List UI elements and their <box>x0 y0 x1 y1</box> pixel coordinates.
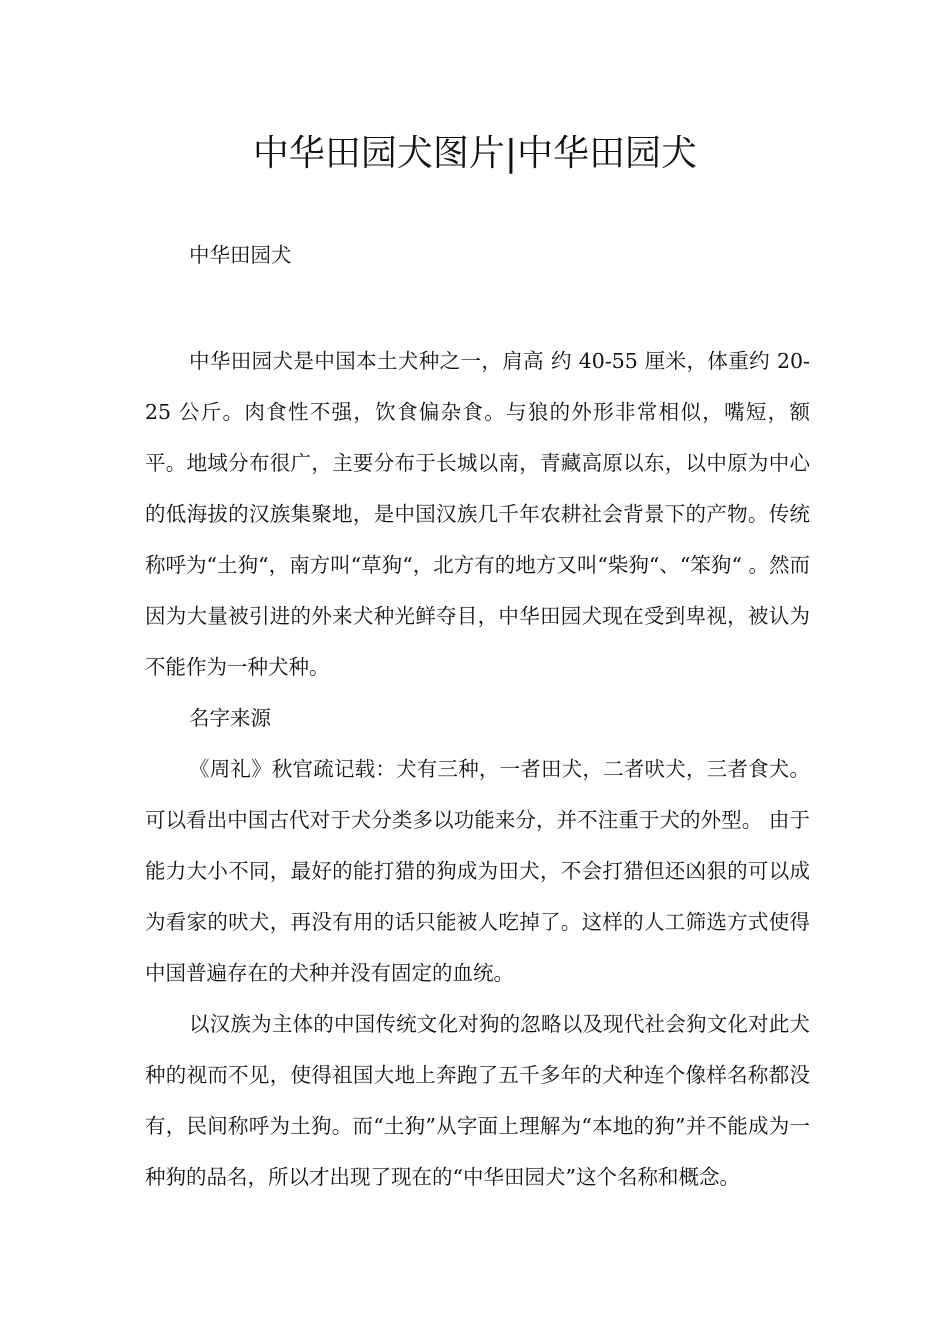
subheading-name-origin: 名字来源 <box>189 706 271 730</box>
document-body <box>145 230 810 1203</box>
paragraph-culture: 以汉族为主体的中国传统文化对狗的忽略以及现代社会狗文化对此犬种的视而不见，使得祖国大地上奔跑了五千多年的犬种连个像样名称都没有，民间称呼为土狗。而“土狗”从字面上理解为“本地的狗”并不能成为一种狗的品名，所以才出现了现在的“中华田园犬”这个名称和概念。 <box>145 1012 810 1189</box>
page-title: 中华田园犬图片|中华田园犬 <box>252 133 698 174</box>
paragraph-zhouli: 《周礼》秋官疏记载：犬有三种，一者田犬，二者吠犬，三者食犬。可以看出中国古代对于犬分类多以功能来分，并不注重于犬的外型。 由于能力大小不同，最好的能打猎的狗成为田犬，不会打猎但还凶狠的可以成为看家的吠犬，再没有用的话只能被人吃掉了。这样的人工筛选方式使得中国普遍存在的犬种并没有固定的血统。 <box>145 757 810 985</box>
section-heading: 中华田园犬 <box>189 243 292 267</box>
spacer <box>145 281 810 336</box>
paragraph-intro: 中华田园犬是中国本土犬种之一，肩高 约 40-55 厘米，体重约 20-25 公斤。肉食性不强，饮食偏杂食。与狼的外形非常相似，嘴短，额平。地域分布很广，主要分布于长城以南，青藏高原以东，以中原为中心的低海拔的汉族集聚地，是中国汉族几千年农耕社会背景下的产物。传统称呼为“土狗“，南方叫“草狗“，北方有的地方又叫“柴狗“、“笨狗“ 。然而因为大量被引进的外来犬种光鲜夺目，中华田园犬现在受到卑视，被认为不能作为一种犬种。 <box>145 349 810 679</box>
